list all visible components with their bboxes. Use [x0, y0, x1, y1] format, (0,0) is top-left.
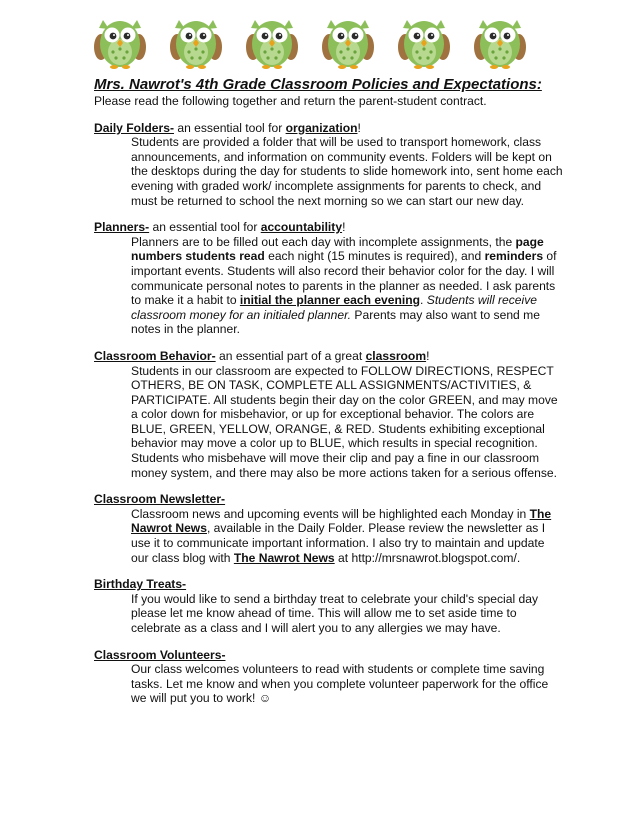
section-subtitle: an essential tool for — [149, 220, 261, 235]
section-heading — [94, 492, 564, 507]
section-body: If you would like to send a birthday treat to celebrate your child's special day please let me know ahead of time. This will allow me to set aside time to celebrate as a class and I will alert you to any allergies we may have. — [131, 591, 539, 635]
section-subtitle-end: ! — [426, 348, 430, 363]
section-daily-folders — [94, 121, 564, 209]
body-text: of important events. Students will also record their behavior color for the day. I will communicate personal notes to parents in the planner as needed. I ask parents to make it a habit to — [131, 249, 557, 308]
italic-text: Students will receive classroom money for an initialed planner. — [131, 293, 537, 322]
section-heading — [94, 577, 564, 592]
body-text: Classroom news and upcoming events will be highlighted each Monday in — [131, 506, 530, 521]
body-text: . — [420, 293, 427, 308]
section-planners — [94, 220, 564, 337]
document-body — [94, 76, 564, 718]
section-body: Our class welcomes volunteers to read with students or complete time saving tasks. Let me know and when you complete volunteer paperwork for the office we will put you to work! ☺ — [131, 662, 549, 706]
body-text: Planners are to be filled out each day with incomplete assignments, the — [131, 234, 516, 249]
section-birthday-treats — [94, 577, 564, 635]
page-title: Mrs. Nawrot's 4th Grade Classroom Policies and Expectations: — [94, 76, 542, 93]
section-classroom-behavior — [94, 349, 564, 480]
section-subtitle: an essential tool for — [173, 120, 286, 135]
newsletter-name: The Nawrot News — [131, 506, 552, 536]
section-subtitle-end: ! — [342, 220, 346, 235]
section-heading — [94, 349, 564, 364]
section-title: Daily Folders- — [94, 120, 174, 135]
body-text: Parents may also want to send me notes in the planner. — [131, 307, 540, 337]
owl-icon — [321, 14, 375, 70]
section-classroom-volunteers — [94, 648, 564, 706]
section-title: Planners- — [94, 220, 150, 235]
section-subtitle-end: ! — [357, 120, 361, 135]
body-text: each night (15 minutes is required), and — [264, 249, 485, 264]
section-title: Birthday Treats- — [94, 577, 187, 592]
owl-icon — [169, 14, 223, 70]
section-heading — [94, 121, 564, 136]
blog-url-text: at http://mrsnawrot.blogspot.com/. — [334, 550, 521, 565]
section-title: Classroom Volunteers- — [94, 647, 226, 662]
newsletter-name: The Nawrot News — [233, 550, 335, 565]
owl-icon — [473, 14, 527, 70]
section-heading — [94, 648, 564, 663]
bold-underline-text: initial the planner each evening — [239, 293, 421, 308]
owl-icon — [397, 14, 451, 70]
bold-text: reminders — [484, 249, 544, 264]
owl-icon — [245, 14, 299, 70]
section-keyword: organization — [285, 120, 358, 135]
intro-text: Please read the following together and return the parent-student contract. — [94, 94, 487, 108]
section-heading — [94, 220, 564, 235]
section-keyword: accountability — [260, 220, 343, 235]
section-subtitle: an essential part of a great — [215, 348, 366, 363]
owl-header — [93, 14, 533, 70]
section-body — [131, 235, 564, 337]
section-keyword: classroom — [365, 348, 427, 363]
section-title: Classroom Behavior- — [94, 348, 216, 363]
section-body — [131, 507, 564, 565]
body-text: , available in the Daily Folder. Please review the newsletter as I use it to communicate important information. I also try to maintain and update our class blog with — [131, 521, 546, 565]
section-title: Classroom Newsletter- — [94, 492, 226, 507]
section-body: Students are provided a folder that will be used to transport homework, class announcements, and information on community events. Folders will be kept on the desktops during the day for students to slide homework into, sent home each evening with graded work/ incomplete assignments for parents to check, and must be returned to school the next morning so we can start our new day. — [131, 135, 563, 208]
section-body: Students in our classroom are expected to FOLLOW DIRECTIONS, RESPECT OTHERS, BE ON TASK, COMPLETE ALL ASSIGNMENTS/ACTIVITIES, & PARTICIPATE. All students begin their day on the color GREEN, and may move a color down for misbehavior, or up for exceptional behavior. The colors are BLUE, GREEN, YELLOW, ORANGE, & RED. Students exhibiting exceptional behavior may move a color up to BLUE, which results in special recognition. Students who misbehave will move their clip and pay a fine in our classroom money system, and there may also be more actions taken for a serious offense. — [131, 363, 558, 480]
owl-icon — [93, 14, 147, 70]
section-classroom-newsletter — [94, 492, 564, 565]
bold-text: page numbers students read — [131, 234, 544, 264]
